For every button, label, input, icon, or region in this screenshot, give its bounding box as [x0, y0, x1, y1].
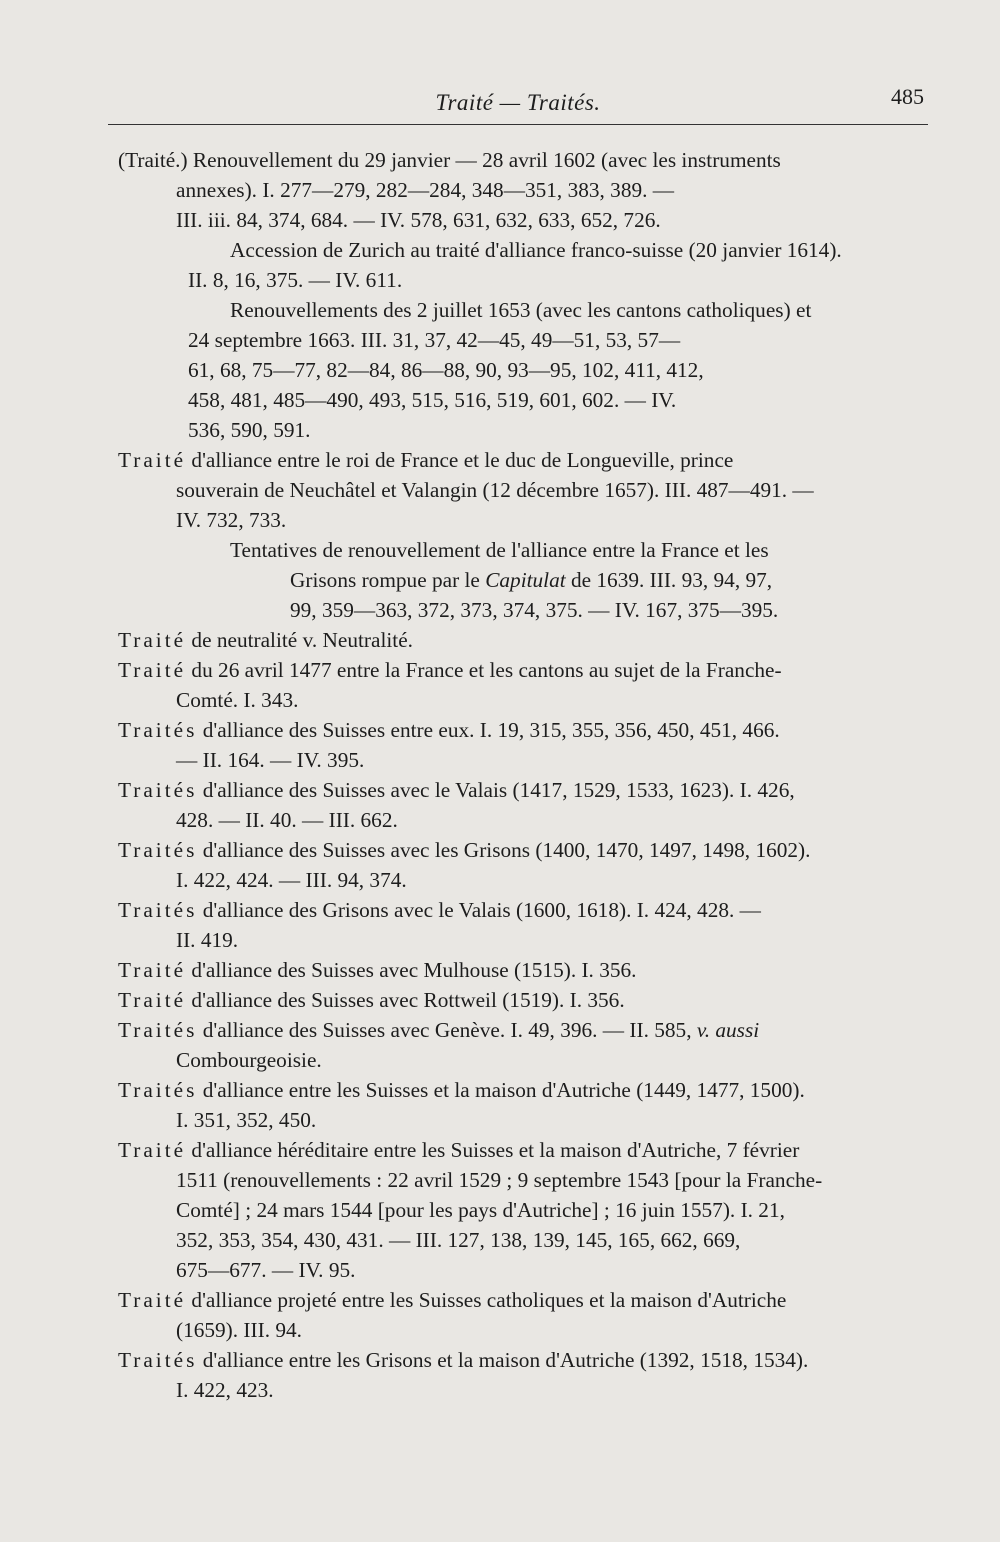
entry-text: d'alliance entre les Suisses et la maison d'Autriche (1449, 1477, 1500).	[197, 1078, 805, 1102]
entry-text: de neutralité v. Neutralité.	[186, 628, 413, 652]
entry-italic-text: Capitulat	[485, 568, 566, 592]
entry-text: d'alliance entre le roi de France et le duc de Longueville, prince	[186, 448, 734, 472]
index-entry	[118, 835, 938, 895]
entry-headword: Traités	[118, 1348, 198, 1372]
entry-text: d'alliance projeté entre les Suisses catholiques et la maison d'Autriche	[186, 1288, 787, 1312]
index-entry	[118, 445, 938, 535]
index-entry	[118, 775, 938, 835]
entry-headword: Traité	[118, 448, 187, 472]
running-title: Traité — Traités.	[435, 90, 601, 115]
entry-line: Combourgeoisie.	[176, 1048, 322, 1072]
index-entry	[118, 1345, 938, 1405]
entry-headword: Traités	[118, 778, 198, 802]
entry-line: 458, 481, 485—490, 493, 515, 516, 519, 601, 602. — IV.	[188, 388, 677, 412]
index-subentry	[118, 535, 938, 625]
entry-line: Comté. I. 343.	[176, 688, 299, 712]
entry-headword: Traités	[118, 838, 198, 862]
entry-text: de 1639. III. 93, 94, 97,	[565, 568, 773, 592]
entry-text: d'alliance des Suisses avec Genève. I. 49, 396. — II. 585,	[197, 1018, 697, 1042]
entry-headword: Traités	[118, 1078, 198, 1102]
header-rule	[108, 124, 928, 125]
entry-line: Tentatives de renouvellement de l'alliance entre la France et les	[230, 538, 769, 562]
entry-headword: Traités	[118, 718, 198, 742]
index-entry	[118, 1015, 938, 1075]
entry-line: 352, 353, 354, 430, 431. — III. 127, 138, 139, 145, 165, 662, 669,	[176, 1228, 741, 1252]
entry-line: (Traité.) Renouvellement du 29 janvier — 28 avril 1602 (avec les instruments	[118, 148, 781, 172]
entry-headword: Traités	[118, 898, 198, 922]
page-header	[108, 86, 928, 126]
index-entry	[118, 955, 938, 985]
entry-line: (1659). III. 94.	[176, 1318, 302, 1342]
entry-text: du 26 avril 1477 entre la France et les cantons au sujet de la Franche-	[186, 658, 782, 682]
index-subentry	[118, 295, 938, 445]
entry-headword: Traité	[118, 1138, 187, 1162]
entry-line: souverain de Neuchâtel et Valangin (12 décembre 1657). III. 487—491. —	[176, 478, 814, 502]
entry-line: 536, 590, 591.	[188, 418, 311, 442]
entry-text: d'alliance des Suisses avec le Valais (1417, 1529, 1533, 1623). I. 426,	[197, 778, 795, 802]
index-entry	[118, 985, 938, 1015]
entry-line: — II. 164. — IV. 395.	[176, 748, 365, 772]
entry-line: annexes). I. 277—279, 282—284, 348—351, 383, 389. —	[176, 178, 675, 202]
index-entry	[118, 1285, 938, 1345]
entry-line: 428. — II. 40. — III. 662.	[176, 808, 398, 832]
entry-line: 675—677. — IV. 95.	[176, 1258, 356, 1282]
entry-text: d'alliance des Suisses avec les Grisons (1400, 1470, 1497, 1498, 1602).	[197, 838, 811, 862]
entry-line: Accession de Zurich au traité d'alliance franco-suisse (20 janvier 1614).	[230, 238, 842, 262]
entry-text: d'alliance entre les Grisons et la maison d'Autriche (1392, 1518, 1534).	[197, 1348, 809, 1372]
entry-line: III. iii. 84, 374, 684. — IV. 578, 631, 632, 633, 652, 726.	[176, 208, 661, 232]
entry-headword: Traités	[118, 1018, 198, 1042]
index-entry	[118, 895, 938, 955]
index-entry	[118, 145, 938, 235]
index-entry	[118, 1135, 938, 1285]
entry-line: 24 septembre 1663. III. 31, 37, 42—45, 49—51, 53, 57—	[188, 328, 681, 352]
entry-line: Renouvellements des 2 juillet 1653 (avec les cantons catholiques) et	[230, 298, 812, 322]
entry-line: 99, 359—363, 372, 373, 374, 375. — IV. 167, 375—395.	[290, 598, 779, 622]
index-entry	[118, 655, 938, 715]
entry-headword: Traité	[118, 988, 187, 1012]
entry-headword: Traité	[118, 658, 187, 682]
index-entry	[118, 1075, 938, 1135]
entry-headword: Traité	[118, 1288, 187, 1312]
entry-line: IV. 732, 733.	[176, 508, 287, 532]
page-number: 485	[891, 84, 924, 109]
entry-text: d'alliance des Suisses entre eux. I. 19, 315, 355, 356, 450, 451, 466.	[197, 718, 780, 742]
entry-italic-text: v. aussi	[696, 1018, 760, 1042]
entry-line: 1511 (renouvellements : 22 avril 1529 ; 9 septembre 1543 [pour la Franche-	[176, 1168, 823, 1192]
entry-line: II. 8, 16, 375. — IV. 611.	[188, 268, 403, 292]
entry-text: d'alliance des Grisons avec le Valais (1600, 1618). I. 424, 428. —	[197, 898, 761, 922]
entry-line: I. 422, 424. — III. 94, 374.	[176, 868, 407, 892]
index-entry	[118, 625, 938, 655]
index-subentry	[118, 235, 938, 295]
entry-line: I. 351, 352, 450.	[176, 1108, 317, 1132]
entry-text: d'alliance héréditaire entre les Suisses et la maison d'Autriche, 7 février	[186, 1138, 800, 1162]
index-entries	[118, 145, 938, 1405]
entry-text: d'alliance des Suisses avec Rottweil (1519). I. 356.	[186, 988, 625, 1012]
entry-text: d'alliance des Suisses avec Mulhouse (1515). I. 356.	[186, 958, 637, 982]
entry-line: I. 422, 423.	[176, 1378, 274, 1402]
entry-text: Grisons rompue par le	[290, 568, 486, 592]
entry-line: II. 419.	[176, 928, 239, 952]
index-entry	[118, 715, 938, 775]
entry-headword: Traité	[118, 958, 187, 982]
entry-line: Comté] ; 24 mars 1544 [pour les pays d'Autriche] ; 16 juin 1557). I. 21,	[176, 1198, 785, 1222]
entry-headword: Traité	[118, 628, 187, 652]
entry-line: 61, 68, 75—77, 82—84, 86—88, 90, 93—95, 102, 411, 412,	[188, 358, 704, 382]
